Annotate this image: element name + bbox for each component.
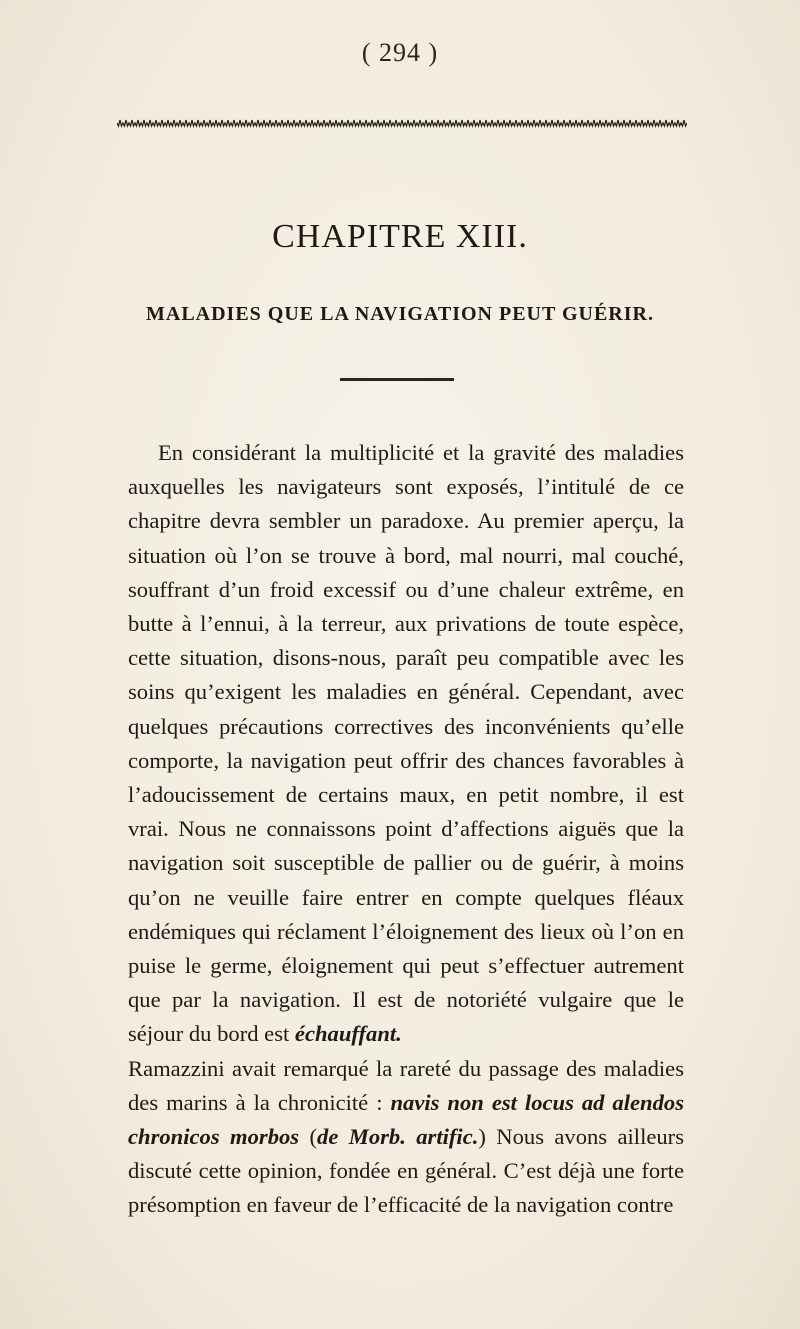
decorative-ornament-line — [117, 118, 687, 128]
paragraph-1-italic: échauffant. — [294, 1021, 402, 1047]
divider-rule — [340, 378, 454, 381]
paragraph-1 — [128, 436, 684, 1052]
paragraph-2-text-a: Ramazzini avait remarqué la rareté du passage des maladies des marins à la chronicité : — [128, 1055, 684, 1115]
body-text — [128, 436, 684, 1223]
paragraph-2-citation: de Morb. artific. — [317, 1124, 479, 1150]
ornament-wave — [117, 120, 687, 126]
paragraph-2-text-b: ( — [299, 1124, 318, 1150]
chapter-subtitle: MALADIES QUE LA NAVIGATION PEUT GUÉRIR. — [146, 303, 654, 325]
paragraph-2-latin-quote: navis non est locus ad alendos chronicos morbos — [128, 1089, 684, 1150]
paragraph-2-text-c: ) Nous avons ailleurs discuté cette opinion, fondée en général. C’est déjà une forte présomption en faveur de l’efficacité de la navigation contre — [128, 1124, 684, 1218]
paragraph-1-text: En considérant la multiplicité et la gravité des maladies auxquelles les navigateurs sont exposés, l’intitulé de ce chapitre devra sembler un paradoxe. Au premier aperçu, la situation où l’on se trouve à bord, mal nourri, mal couché, souffrant d’un froid excessif ou d’une chaleur extrême, en butte à l’ennui, à la terreur, aux privations de toute espèce, cette situation, disons-nous, paraît peu compatible avec les soins qu’exigent les maladies en général. Cependant, avec quelques précautions correctives des inconvénients qu’elle comporte, la navigation peut offrir des chances favorables à l’adoucissement de certains maux, en petit nombre, il est vrai. Nous ne connaissons point d’affections aiguës que la navigation soit susceptible de pallier ou de guérir, à moins qu’on ne veuille faire entrer en compte quelques fléaux endémiques qui réclament l’éloignement des lieux où l’on en puise le germe, éloignement qui peut s’effectuer autrement que par la navigation. Il est de notoriété vulgaire que le séjour du bord est — [128, 440, 684, 1047]
paragraph-2 — [128, 1052, 684, 1223]
page-number: ( 294 ) — [361, 38, 439, 67]
chapter-title: CHAPITRE XIII. — [272, 218, 528, 255]
